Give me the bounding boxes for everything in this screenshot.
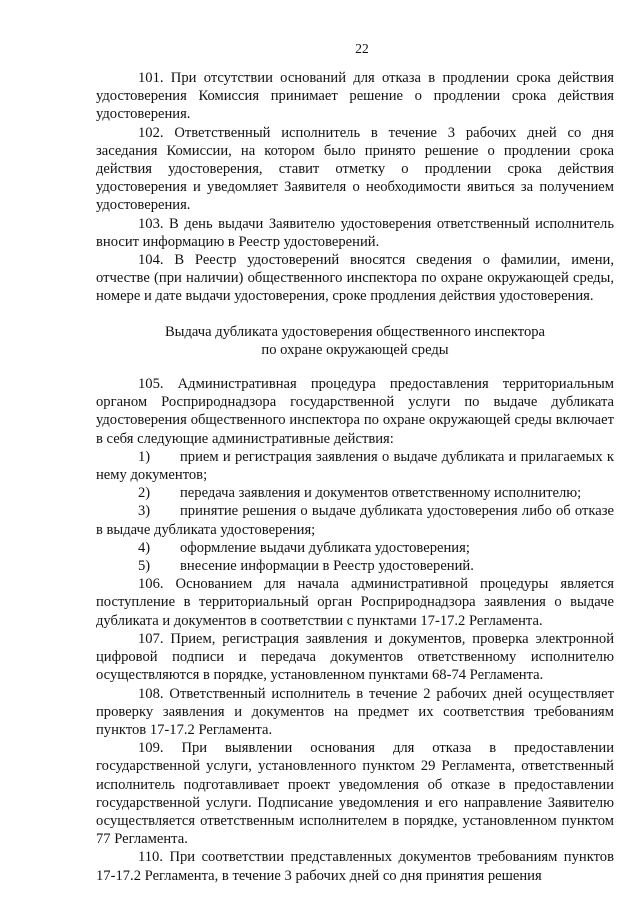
list-item (96, 502, 614, 538)
paragraph-106: 106. Основанием для начала административной процедуры является поступление в территориальный орган Росприроднадзора заявления о выдаче дубликата и документов в соответствии с пунктами 17-17.2 Регламента. (96, 576, 614, 629)
list-item (96, 448, 614, 484)
paragraph-101: 101. При отсутствии оснований для отказа в продлении срока действия удостоверения Комиссия принимает решение о продлении срока действия удостоверения. (96, 70, 614, 123)
paragraph-109: 109. При выявлении основания для отказа в предоставлении государственной услуги, установленного пунктом 29 Регламента, ответственный исполнитель подготавливает проект уведомления об отказе в предоставлении государственной услуги. Подписание уведомления и его направление Заявителю осуществляется ответственным исполнителем в порядке, установленном пунктом 77 Регламента. (96, 740, 614, 848)
list-item-number: 2) (138, 485, 151, 502)
list-item (96, 557, 614, 575)
list-item-text: внесение информации в Реестр удостоверений. (180, 558, 474, 575)
section-heading-line-2: по охране окружающей среды (261, 341, 449, 358)
paragraph-107: 107. Прием, регистрация заявления и документов, проверка электронной цифровой подписи и передача документов ответственному исполнителю осуществляются в порядке, установленном пунктами 68-74 Регламента. (96, 630, 614, 684)
section-heading (96, 323, 614, 359)
list-item-number: 4) (138, 539, 151, 556)
list-item-text: принятие решения о выдаче дубликата удостоверения либо об отказе в выдаче дубликата удостоверения; (96, 503, 614, 538)
list-item-text: передача заявления и документов ответственному исполнителю; (180, 485, 582, 502)
list-item (96, 539, 614, 557)
paragraph-104: 104. В Реестр удостоверений вносятся сведения о фамилии, имени, отчестве (при наличии) общественного инспектора по охране окружающей среды, номере и дате выдачи удостоверения, сроке продления действия удостоверения. (96, 252, 614, 305)
paragraph-102: 102. Ответственный исполнитель в течение 3 рабочих дней со дня заседания Комиссии, на котором было принято решение о продлении срока действия удостоверения, ставит отметку о продлении срока действия удостоверения и уведомляет Заявителя о необходимости явиться за получением удостоверения. (96, 124, 614, 214)
list-item-number: 5) (138, 558, 151, 575)
page-number: 22 (355, 41, 369, 56)
section-heading-line-1: Выдача дубликата удостоверения общественного инспектора (164, 323, 546, 340)
list-item-number: 1) (138, 448, 151, 465)
paragraph-103: 103. В день выдачи Заявителю удостоверения ответственный исполнитель вносит информацию в Реестр удостоверений. (96, 215, 614, 250)
list-item-text: прием и регистрация заявления о выдаче дубликата и прилагаемых к нему документов; (96, 448, 614, 484)
list-item-number: 3) (138, 503, 151, 520)
paragraph-105: 105. Административная процедура предоставления территориальным органом Росприроднадзора государственной услуги по выдаче дубликата удостоверения общественного инспектора по охране окружающей среды включает в себя следующие административные действия: (96, 376, 614, 447)
list-item (96, 484, 614, 502)
list-item-text: оформление выдачи дубликата удостоверения; (180, 539, 470, 556)
paragraph-110: 110. При соответствии представленных документов требованиям пунктов 17-17.2 Регламента, в течение 3 рабочих дней со дня принятия решения (96, 849, 614, 884)
paragraph-108: 108. Ответственный исполнитель в течение 2 рабочих дней осуществляет проверку заявления и документов на предмет их соответствия требованиям пунктов 17-17.2 Регламента. (96, 685, 614, 738)
